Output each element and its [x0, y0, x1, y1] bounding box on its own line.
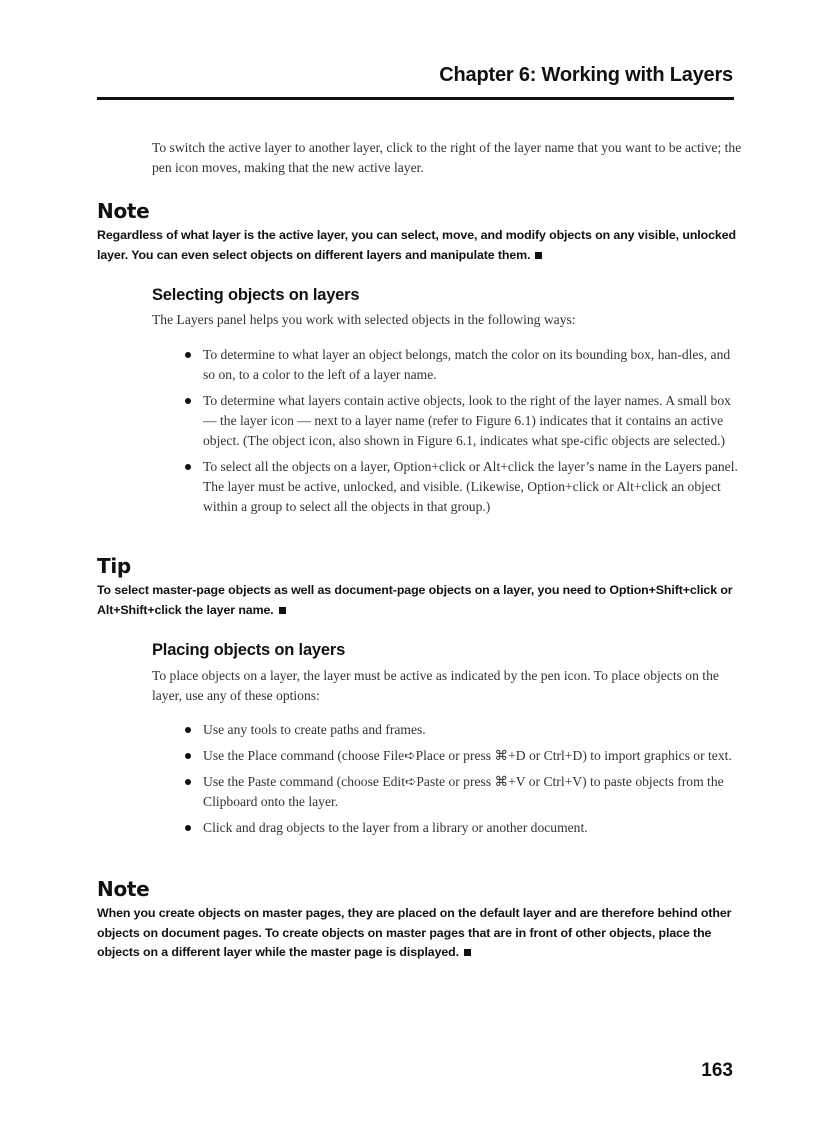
note-text: Regardless of what layer is the active layer, you can select, move, and modify objects on any visible, unlocked layer. You can even select objects on different layers and manipulate them. [97, 228, 736, 262]
section-heading-selecting: Selecting objects on layers [152, 286, 360, 304]
list-item: To select all the objects on a layer, Option+click or Alt+click the layer’s name in the Layers panel. The layer must be active, unlocked, and visible. (Likewise, Option+click or Alt+click an object within a group to select all the objects in that group.) [184, 457, 739, 517]
section-heading-placing: Placing objects on layers [152, 641, 346, 659]
note-heading: Note [97, 199, 150, 223]
header-rule [97, 97, 734, 100]
selecting-intro: The Layers panel helps you work with selected objects in the following ways: [152, 312, 576, 327]
page-number: 163 [701, 1060, 733, 1081]
note-heading: Note [97, 877, 150, 901]
placing-intro: To place objects on a layer, the layer must be active as indicated by the pen icon. To place objects on the layer, use any of these options: [152, 668, 719, 703]
list-item: To determine to what layer an object belongs, match the color on its bounding box, han-dles, and so on, to a color to the left of a layer name. [184, 345, 739, 385]
intro-paragraph: To switch the active layer to another layer, click to the right of the layer name that you want to be active; the pen icon moves, making that the new active layer. [152, 140, 742, 175]
bullet-icon [185, 779, 191, 785]
bullet-icon [185, 464, 191, 470]
placing-bullet-list [184, 720, 739, 844]
tip-body [97, 581, 747, 620]
note-body [97, 226, 747, 265]
selecting-bullet-list [184, 345, 739, 523]
end-of-element-icon [535, 252, 542, 259]
chapter-header-title: Chapter 6: Working with Layers [439, 64, 733, 86]
end-of-element-icon [464, 949, 471, 956]
list-item: To determine what layers contain active objects, look to the right of the layer names. A small box — the layer icon — next to a layer name (refer to Figure 6.1) indicates that it contains an active object. (The object icon, also shown in Figure 6.1, indicates what spe-cific objects are selected.) [184, 391, 739, 451]
bullet-icon [185, 753, 191, 759]
list-item: Use the Place command (choose File➪Place or press ⌘+D or Ctrl+D) to import graphics or text. [184, 746, 739, 766]
bullet-icon [185, 727, 191, 733]
tip-text: To select master-page objects as well as document-page objects on a layer, you need to Option+Shift+click or Alt+Shift+click the layer name. [97, 583, 733, 617]
list-item: Use any tools to create paths and frames. [184, 720, 739, 740]
bullet-icon [185, 352, 191, 358]
note-body [97, 904, 737, 963]
bullet-icon [185, 825, 191, 831]
list-item: Use the Paste command (choose Edit➪Paste or press ⌘+V or Ctrl+V) to paste objects from the Clipboard onto the layer. [184, 772, 739, 812]
bullet-icon [185, 398, 191, 404]
tip-heading: Tip [97, 554, 131, 578]
end-of-element-icon [279, 607, 286, 614]
note-text: When you create objects on master pages, they are placed on the default layer and are therefore behind other objects on document pages. To create objects on master pages that are in front of other objects, place the objects on a different layer while the master page is displayed. [97, 906, 732, 959]
list-item: Click and drag objects to the layer from a library or another document. [184, 818, 739, 838]
